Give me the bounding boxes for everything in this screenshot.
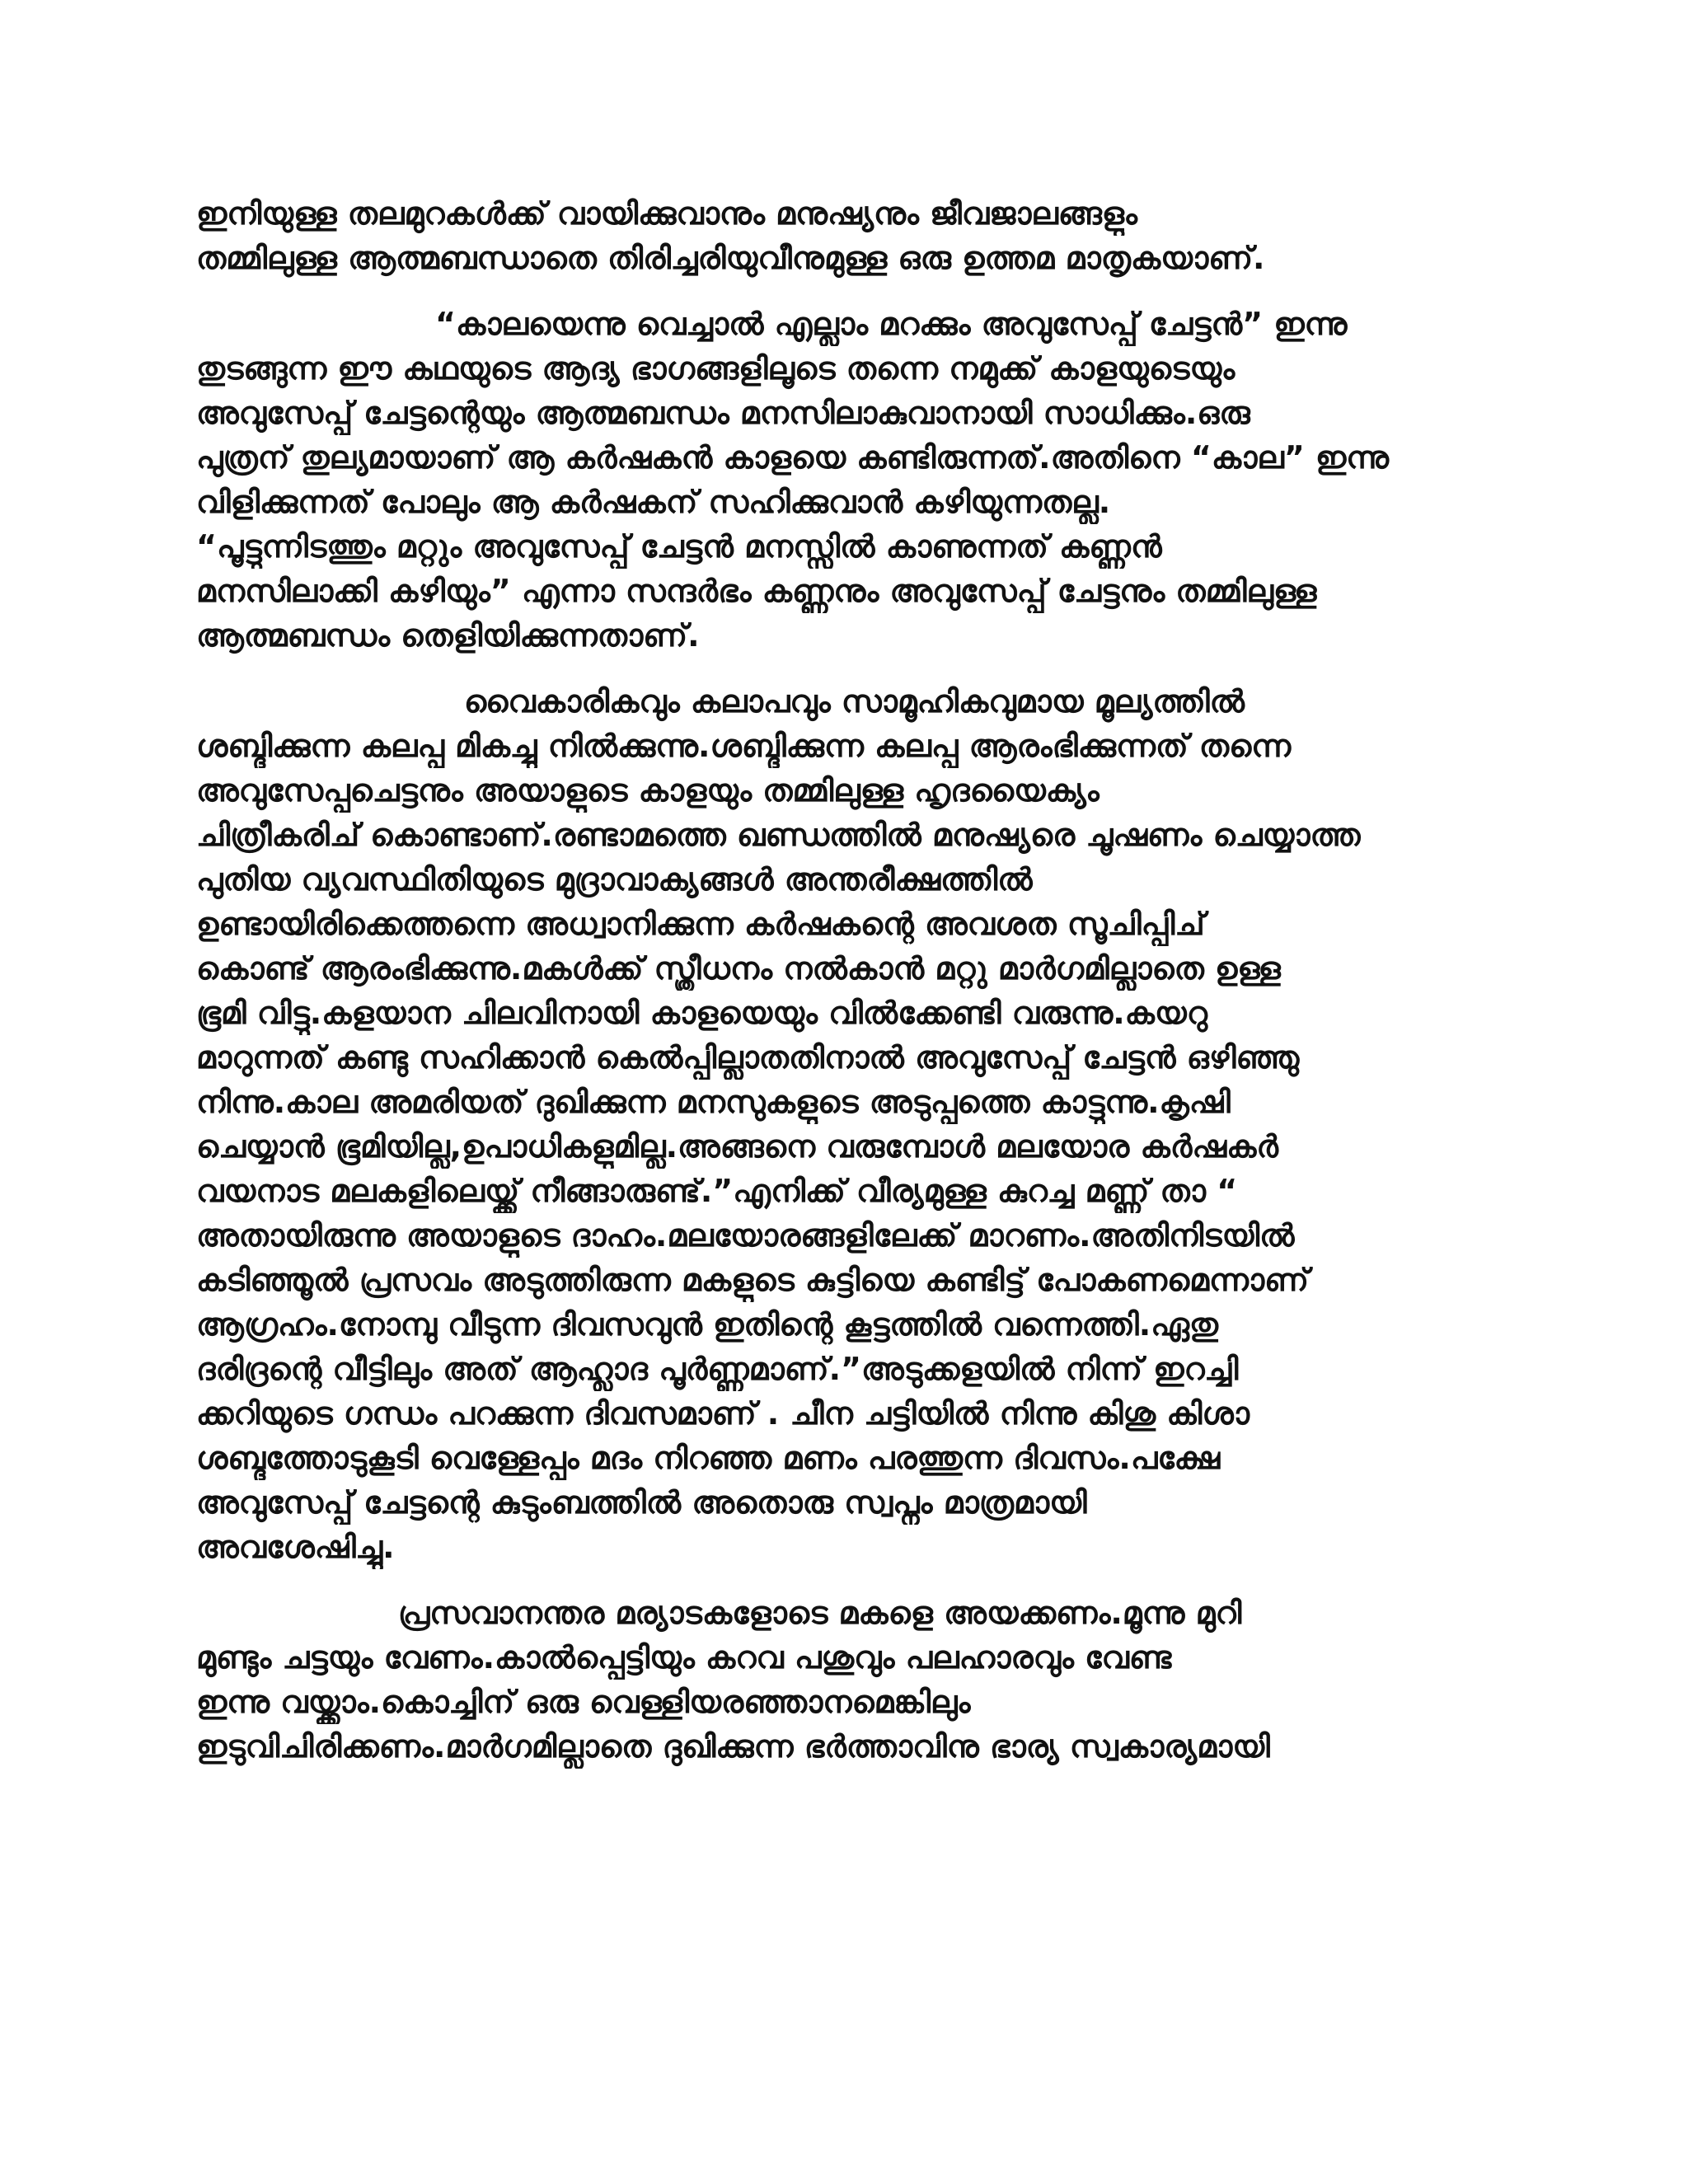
text-line: നിന്നു.കാല അമരിയത് ദുഖിക്കുന്ന മനസുകളുടെ അടുപ്പത്തെ കാട്ടുന്നു.കൃഷി bbox=[196, 1084, 1231, 1120]
text-line: പുതിയ വ്യവസ്ഥിതിയുടെ മുദ്രാവാക്യങ്ങൾ അന്തരീക്ഷത്തിൽ bbox=[196, 861, 1033, 898]
text-line: ശബ്ദിക്കുന്ന കലപ്പ മികച്ചു നിൽക്കുന്നു.ശബ്ദിക്കുന്ന കലപ്പ ആരംഭിക്കുന്നത് തന്നെ bbox=[196, 728, 1292, 764]
text-line: ഇനിയുള്ള തലമുറകൾക്ക് വായിക്കുവാനും മനുഷ്യനും ജീവജാലങ്ങളും bbox=[196, 195, 1137, 232]
text-line: ശബ്ദത്തോടുകൂടി വെള്ളേപ്പം മദം നിറഞ്ഞ മണം പരത്തുന്ന ദിവസം.പക്ഷേ bbox=[196, 1440, 1221, 1476]
text-line: അവുസേപ്പുചെട്ടനും അയാളുടെ കാളയും തമ്മിലുള്ള ഹൃദയൈക്യം bbox=[196, 772, 1100, 808]
paragraph-1 bbox=[196, 191, 1492, 280]
text-line: ഇടുവിചിരിക്കണം.മാർഗമില്ലാതെ ദുഖിക്കുന്ന ഭർത്താവിനു ഭാര്യ സ്വകാര്യമായി bbox=[196, 1728, 1270, 1765]
text-line: അവുസേപ്പ് ചേട്ടന്റെ കുടുംബത്തിൽ അതൊരു സ്വപ്നം മാത്രമായി bbox=[196, 1484, 1087, 1521]
text-line: ഉണ്ടായിരിക്കെത്തന്നെ അധ്വാനിക്കുന്ന കർഷകന്റെ അവശത സൂചിപ്പിച് bbox=[196, 906, 1205, 942]
text-line: വയനാട മലകളിലെയ്ക്ക് നീങ്ങാരുണ്ട്.”എനിക്ക് വീര്യമുള്ള കുറച്ച മണ്ണ് താ “ bbox=[196, 1173, 1238, 1209]
paragraph-3 bbox=[196, 679, 1492, 1569]
text-line: ചെയ്യാൻ ഭൂമിയില്ല,ഉപാധികളുമില്ല.അങ്ങനെ വരുമ്പോൾ മലയോര കർഷകർ bbox=[196, 1128, 1278, 1165]
text-line: അതായിരുന്നു അയാളുടെ ദാഹം.മലയോരങ്ങളിലേക്ക് മാറണം.അതിനിടയിൽ bbox=[196, 1217, 1295, 1254]
body-text bbox=[196, 191, 1492, 1790]
text-line: “കാലയെന്നു വെച്ചാൽ എല്ലാം മറക്കും അവുസേപ്പ് ചേട്ടൻ” ഇന്നു bbox=[435, 306, 1348, 342]
text-line: മാറുന്നത് കണ്ടു സഹിക്കാൻ കെൽപ്പില്ലാതതിനാൽ അവുസേപ്പ് ചേട്ടൻ ഒഴിഞ്ഞു bbox=[196, 1039, 1300, 1076]
text-line: പ്രസവാനന്തര മര്യാടകളോടെ മകളെ അയക്കണം.മൂന്നു മുറി bbox=[398, 1595, 1242, 1631]
text-line: “പൂട്ടുന്നിടത്തും മറ്റും അവുസേപ്പ് ചേട്ടൻ മനസ്സിൽ കാണുന്നത് കണ്ണൻ bbox=[196, 528, 1162, 565]
text-line: വൈകാരികവും കലാപവും സാമൂഹികവുമായ മൂല്യത്തിൽ bbox=[464, 683, 1245, 719]
text-line: ആത്മബന്ധം തെളിയിക്കുന്നതാണ്. bbox=[196, 617, 700, 654]
text-line: മനസിലാക്കി കഴിയും” എന്നാ സന്ദർഭം കണ്ണനും അവുസേപ്പ് ചേട്ടനും തമ്മിലുള്ള bbox=[196, 573, 1317, 609]
paragraph-4 bbox=[196, 1591, 1492, 1769]
text-line: ചിത്രീകരിച് കൊണ്ടാണ്.രണ്ടാമത്തെ ഖണ്ഡത്തിൽ മനുഷ്യരെ ചൂഷണം ചെയ്യാത്ത bbox=[196, 817, 1361, 853]
text-line: ദരിദ്രന്റെ വീട്ടിലും അത് ആഹ്ലാദ പൂർണ്ണമാണ്.”അടുക്കളയിൽ നിന്ന് ഇറച്ചി bbox=[196, 1351, 1239, 1387]
text-line: അവുസേപ്പ് ചേട്ടന്റെയും ആത്മബന്ധം മനസിലാകുവാനായി സാധിക്കും.ഒരു bbox=[196, 395, 1250, 431]
text-line: തുടങ്ങുന്ന ഈ കഥയുടെ ആദ്യ ഭാഗങ്ങളിലൂടെ തന്നെ നമുക്ക് കാളയുടെയും bbox=[196, 350, 1236, 387]
text-line: അവശേഷിച്ചു. bbox=[196, 1529, 395, 1565]
text-line: കൊണ്ട് ആരംഭിക്കുന്നു.മകൾക്ക് സ്ത്രീധനം നൽകാൻ മറ്റു മാർഗമില്ലാതെ ഉള്ള bbox=[196, 950, 1281, 987]
text-line: മുണ്ടും ചട്ടയും വേണം.കാൽപ്പെട്ടിയും കറവ പശുവും പലഹാരവും വേണ്ട bbox=[196, 1639, 1172, 1675]
paragraph-2 bbox=[196, 302, 1492, 658]
text-line: വിളിക്കുന്നത് പോലും ആ കർഷകന് സഹിക്കുവാൻ കഴിയുന്നതല്ല. bbox=[196, 484, 1111, 520]
text-line: ക്കറിയുടെ ഗന്ധം പറക്കുന്ന ദിവസമാണ് . ചീന ചട്ടിയിൽ നിന്നു കിശു കിശാ bbox=[196, 1395, 1250, 1432]
text-line: ഭൂമി വിട്ടു.കളയാന ചിലവിനായി കാളയെയും വിൽക്കേണ്ടി വരുന്നു.കയറു bbox=[196, 995, 1207, 1031]
text-line: ആഗ്രഹം.നോമ്പു വീടുന്ന ദിവസവുൻ ഇതിന്റെ കൂട്ടത്തിൽ വന്നെത്തി.ഏതു bbox=[196, 1306, 1218, 1343]
text-line: ഇന്നു വയ്ക്കാം.കൊച്ചിന് ഒരു വെള്ളിയരഞ്ഞാനമെങ്കിലും bbox=[196, 1684, 971, 1720]
text-line: തമ്മിലുള്ള ആത്മബന്ധാതെ തിരിച്ചരിയുവീനുമുള്ള ഒരു ഉത്തമ മാതൃകയാണ്. bbox=[196, 240, 1265, 276]
text-line: പുത്രന് തുല്യമായാണ് ആ കർഷകൻ കാളയെ കണ്ടിരുന്നത്.അതിനെ “കാല” ഇന്നു bbox=[196, 439, 1390, 476]
text-line: കടിഞ്ഞൂൽ പ്രസവം അടുത്തിരുന്ന മകളുടെ കുട്ടിയെ കണ്ടിട്ട് പോകണമെന്നാണ് bbox=[196, 1262, 1309, 1298]
